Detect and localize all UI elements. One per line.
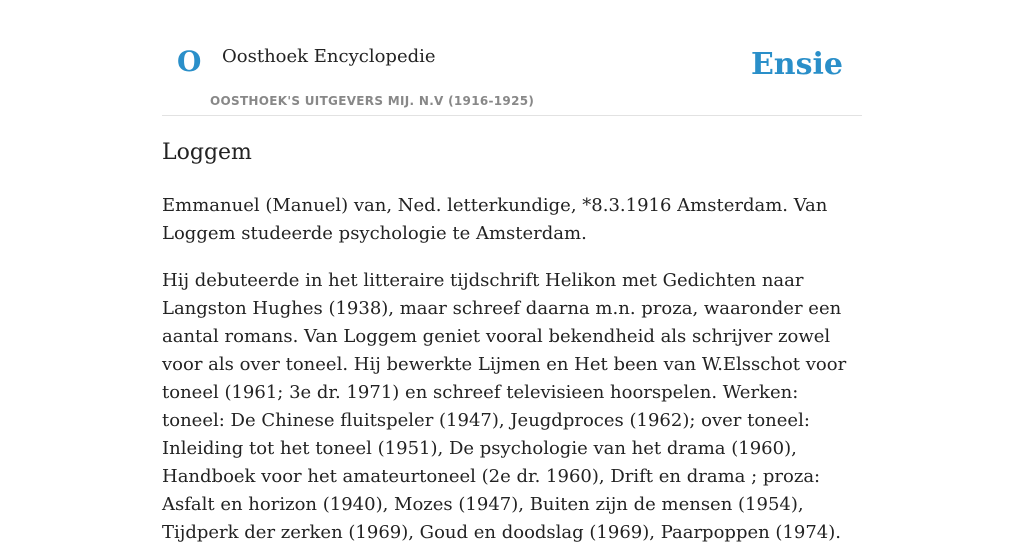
site-title[interactable]: Oosthoek Encyclopedie	[222, 46, 436, 67]
ensie-brand-link[interactable]: Ensie	[750, 47, 843, 82]
article-paragraph: Hij debuteerde in het litteraire tijdschrift Helikon met Gedichten naar Langston Hughes (1938), maar schreef daarna m.n. proza, waaronder een aantal romans. Van Loggem geniet vooral bekendheid als schrijver zowel voor als over toneel. Hij bewerkte Lijmen en Het been van W.Elsschot voor toneel (1961; 3e dr. 1971) en schreef televisieen hoorspelen. Werken: toneel: De Chinese fluitspeler (1947), Jeugdproces (1962); over toneel: Inleiding tot het toneel (1951), De psychologie van het drama (1960), Handboek voor het amateurtoneel (2e dr. 1960), Drift en drama ; proza: Asfalt en horizon (1940), Mozes (1947), Buiten zijn de mensen (1954), Tijdperk der zerken (1969), Goud en doodslag (1969), Paarpoppen (1974).	[162, 270, 847, 543]
content-container	[162, 0, 862, 543]
article-headword: Loggem	[162, 140, 252, 165]
site-subtitle: OOSTHOEK'S UITGEVERS MIJ. N.V (1916-1925)	[210, 94, 535, 108]
site-header	[162, 0, 862, 116]
article-paragraph: Emmanuel (Manuel) van, Ned. letterkundige, *8.3.1916 Amsterdam. Van Loggem studeerde psychologie te Amsterdam.	[162, 195, 828, 244]
encyclopedia-logo[interactable]: O	[177, 45, 202, 78]
